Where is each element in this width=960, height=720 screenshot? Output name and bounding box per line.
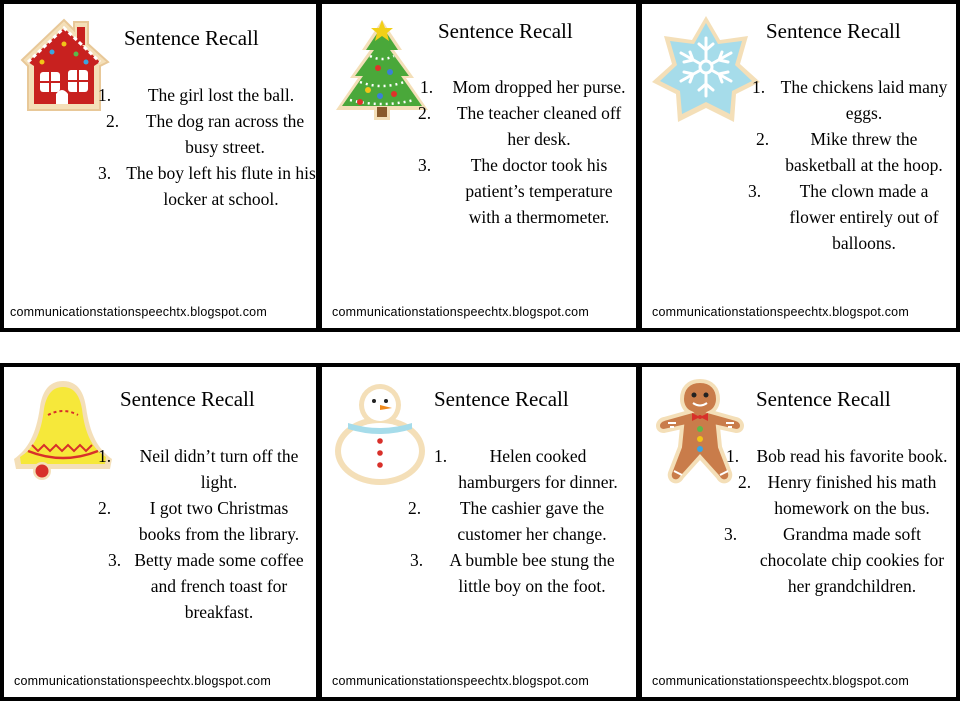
sentence-recall-card-4: [0, 363, 320, 701]
sentence-recall-card-6: [638, 363, 960, 701]
list-item: 3. Betty made some coffee and french toast for breakfast.: [108, 550, 304, 622]
blog-url: communicationstationspeechtx.blogspot.com: [652, 305, 909, 319]
sentence-list: [98, 82, 316, 212]
sentence-recall-card-2: [318, 0, 640, 332]
list-item: 2. I got two Christmas books from the library.: [98, 498, 300, 544]
sentence-recall-card-5: [318, 363, 640, 701]
list-item: 3. The clown made a flower entirely out of balloons.: [748, 181, 939, 253]
sentence-list: [748, 74, 950, 256]
blog-url: communicationstationspeechtx.blogspot.com: [332, 305, 589, 319]
snowflake-icon: [648, 12, 764, 128]
sentence-recall-card-3: [638, 0, 960, 332]
sentence-list: [98, 443, 310, 625]
card-title: Sentence Recall: [438, 19, 573, 43]
list-item: 1. Neil didn’t turn off the light.: [98, 446, 299, 492]
list-item: 1. Mom dropped her purse.: [420, 77, 626, 97]
blog-url: communicationstationspeechtx.blogspot.com: [14, 674, 271, 688]
sentence-list: [724, 443, 950, 599]
list-item: 3. The doctor took his patient’s temperature with a thermometer.: [418, 155, 613, 227]
list-item: 2. Henry finished his math homework on the bus.: [738, 472, 937, 518]
blog-url: communicationstationspeechtx.blogspot.com: [10, 305, 267, 319]
sentence-recall-card-1: [0, 0, 320, 332]
list-item: 1. The girl lost the ball.: [98, 85, 295, 105]
list-item: 1. Bob read his favorite book.: [726, 446, 948, 466]
list-item: 3. A bumble bee stung the little boy on the foot.: [410, 550, 615, 596]
card-title: Sentence Recall: [766, 19, 901, 43]
list-item: 3. The boy left his flute in his locker at school.: [98, 163, 316, 209]
list-item: 2. The dog ran across the busy street.: [106, 111, 305, 157]
list-item: 1. The chickens laid many eggs.: [752, 77, 948, 123]
list-item: 2. The teacher cleaned off her desk.: [418, 103, 622, 149]
list-item: 2. The cashier gave the customer her change.: [408, 498, 607, 544]
list-item: 1. Helen cooked hamburgers for dinner.: [434, 446, 618, 492]
snowman-icon: [328, 383, 432, 487]
card-title: Sentence Recall: [434, 387, 569, 411]
card-title: Sentence Recall: [756, 387, 891, 411]
card-title: Sentence Recall: [120, 387, 255, 411]
blog-url: communicationstationspeechtx.blogspot.com: [652, 674, 909, 688]
sentence-list: [408, 443, 624, 599]
list-item: 3. Grandma made soft chocolate chip cookies for her grandchildren.: [724, 524, 945, 596]
card-title: Sentence Recall: [124, 26, 259, 50]
list-item: 2. Mike threw the basketball at the hoop.: [756, 129, 943, 175]
christmas-tree-icon: [332, 16, 432, 126]
sentence-list: [418, 74, 628, 230]
blog-url: communicationstationspeechtx.blogspot.com: [332, 674, 589, 688]
bell-icon: [8, 377, 118, 489]
